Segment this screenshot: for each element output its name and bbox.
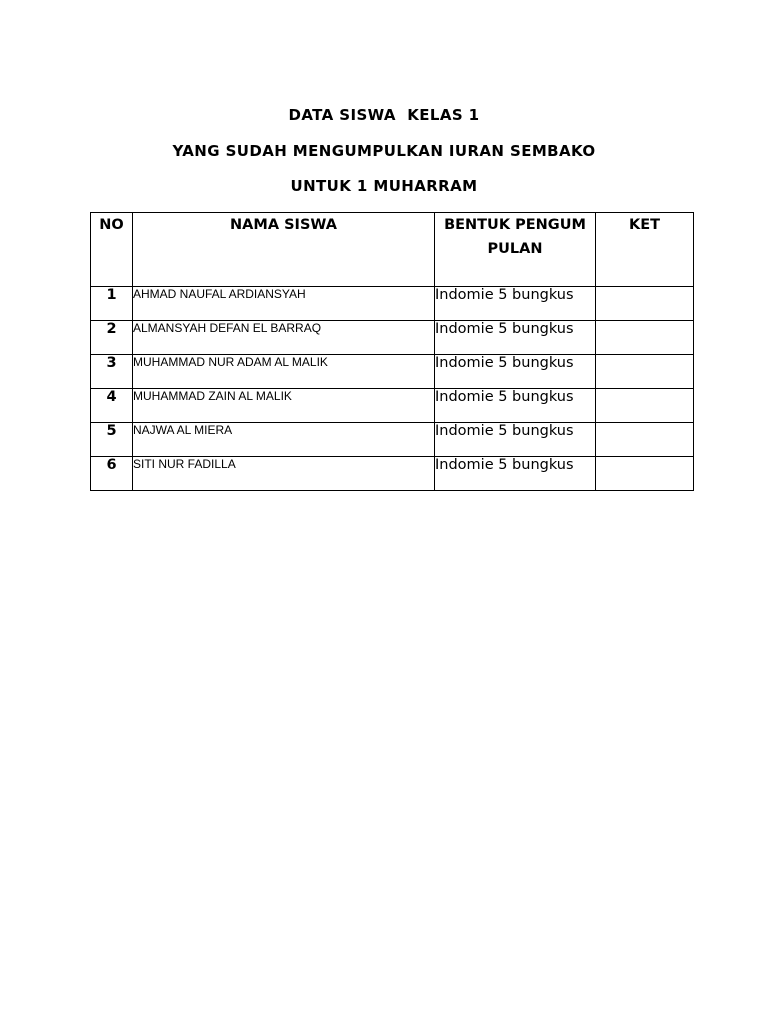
cell-name: SITI NUR FADILLA <box>133 457 435 491</box>
cell-form: Indomie 5 bungkus <box>435 287 596 321</box>
header-no <box>91 213 133 287</box>
cell-ket <box>596 355 694 389</box>
cell-no: 1 <box>91 287 133 321</box>
table-row <box>91 287 694 321</box>
cell-name: NAJWA AL MIERA <box>133 423 435 457</box>
table-row <box>91 457 694 491</box>
table-row <box>91 423 694 457</box>
cell-form: Indomie 5 bungkus <box>435 321 596 355</box>
table-row <box>91 355 694 389</box>
header-ket-label: KET <box>628 217 661 233</box>
cell-name: MUHAMMAD ZAIN AL MALIK <box>133 389 435 423</box>
cell-form: Indomie 5 bungkus <box>435 457 596 491</box>
header-name <box>133 213 435 287</box>
header-form <box>435 213 596 287</box>
header-no-label: NO <box>99 217 124 233</box>
cell-no: 3 <box>91 355 133 389</box>
cell-ket <box>596 389 694 423</box>
cell-ket <box>596 423 694 457</box>
cell-no: 4 <box>91 389 133 423</box>
header-ket <box>596 213 694 287</box>
cell-form: Indomie 5 bungkus <box>435 355 596 389</box>
cell-ket <box>596 321 694 355</box>
table-row <box>91 321 694 355</box>
student-table <box>90 212 694 491</box>
cell-no: 2 <box>91 321 133 355</box>
document-subtitle: YANG SUDAH MENGUMPULKAN IURAN SEMBAKO <box>172 142 596 160</box>
document-subtitle-date: UNTUK 1 MUHARRAM <box>290 177 478 195</box>
header-form-label: BENTUK PENGUMPULAN <box>444 217 586 257</box>
cell-no: 6 <box>91 457 133 491</box>
table-header-row <box>91 213 694 287</box>
table-row <box>91 389 694 423</box>
cell-name: ALMANSYAH DEFAN EL BARRAQ <box>133 321 435 355</box>
header-name-label: NAMA SISWA <box>230 217 337 233</box>
cell-form: Indomie 5 bungkus <box>435 389 596 423</box>
cell-ket <box>596 287 694 321</box>
cell-name: MUHAMMAD NUR ADAM AL MALIK <box>133 355 435 389</box>
cell-form: Indomie 5 bungkus <box>435 423 596 457</box>
cell-ket <box>596 457 694 491</box>
cell-name: AHMAD NAUFAL ARDIANSYAH <box>133 287 435 321</box>
cell-no: 5 <box>91 423 133 457</box>
document-title: DATA SISWA KELAS 1 <box>288 106 480 124</box>
